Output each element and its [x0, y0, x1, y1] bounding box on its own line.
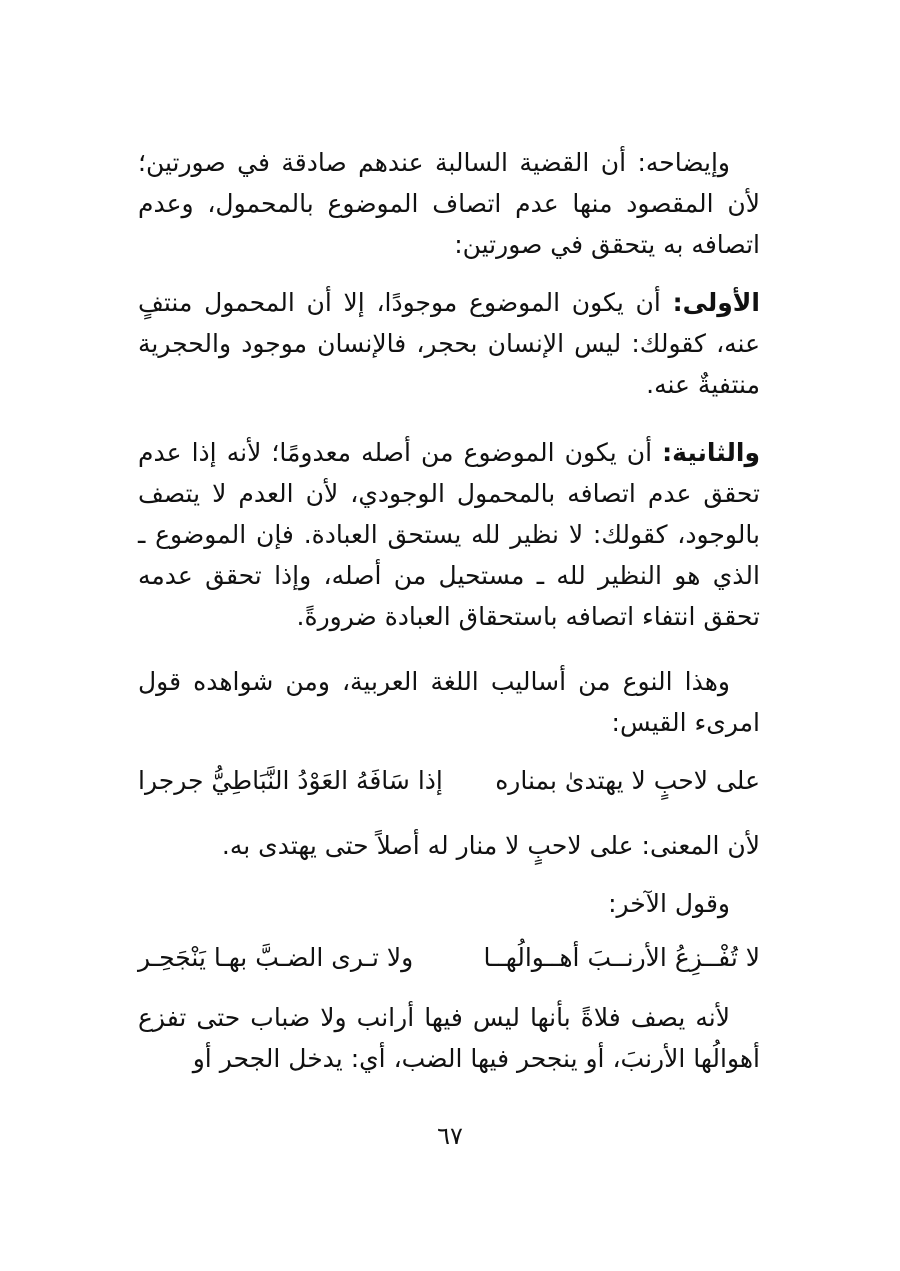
- verse-second-hemistich: إذا سَافَهُ العَوْدُ النَّبَاطِيُّ جرجرا: [138, 766, 443, 795]
- paragraph-arabic-style: [138, 661, 760, 743]
- paragraph-desert-description: [138, 997, 760, 1079]
- second-case-heading: والثانية:: [662, 438, 760, 467]
- paragraph-second-case: [138, 432, 760, 637]
- verse-other-poet: [138, 943, 760, 983]
- verse-imru-al-qais: [138, 766, 760, 806]
- arabic-style-text: وهذا النوع من أساليب اللغة العربية، ومن شواهده قول امرىء القيس:: [138, 667, 760, 737]
- first-case-heading: الأولى:: [672, 288, 760, 317]
- verse-explanation: لأن المعنى: على لاحبٍ لا منار له أصلاً حتى يهتدى به.: [221, 831, 760, 860]
- desert-description-text: لأنه يصف فلاةً بأنها ليس فيها أرانب ولا ضباب حتى تفزع أهوالُها الأرنبَ، أو ينجحر فيها الضب، أي: يدخل الجحر أو: [138, 1003, 760, 1073]
- verse-first-hemistich: على لاحبٍ لا يهتدىٰ بمناره: [495, 766, 760, 795]
- paragraph-explanation-text: وإيضاحه: أن القضية السالبة عندهم صادقة في صورتين؛ لأن المقصود منها عدم اتصاف الموضوع بالمحمول، وعدم اتصافه به يتحقق في صورتين:: [138, 148, 760, 259]
- page-number: ٦٧: [437, 1122, 463, 1150]
- verse-first-hemistich: لا تُفْــزِعُ الأرنــبَ أهــوالُهــا: [483, 943, 760, 972]
- first-case-text: أن يكون الموضوع موجودًا، إلا أن المحمول منتفٍ عنه، كقولك: ليس الإنسان بحجر، فالإنسان موجود والحجرية منتفيةٌ عنه.: [138, 288, 760, 399]
- paragraph-explanation: [138, 142, 760, 265]
- verse-second-hemistich: ولا تـرى الضـبَّ بهـا يَنْجَحِـر: [138, 943, 414, 972]
- paragraph-first-case: [138, 282, 760, 405]
- other-poet-intro: وقول الآخر:: [608, 889, 730, 918]
- second-case-text: أن يكون الموضوع من أصله معدومًا؛ لأنه إذا عدم تحقق عدم اتصافه بالمحمول الوجودي، لأن العدم لا يتصف بالوجود، كقولك: لا نظير لله يستحق العبادة. فإن الموضوع ـ الذي هو النظير لله ـ مستحيل من أصله، وإذا تحقق عدمه تحقق انتفاء اتصافه باستحقاق العبادة ضرورةً.: [138, 438, 760, 631]
